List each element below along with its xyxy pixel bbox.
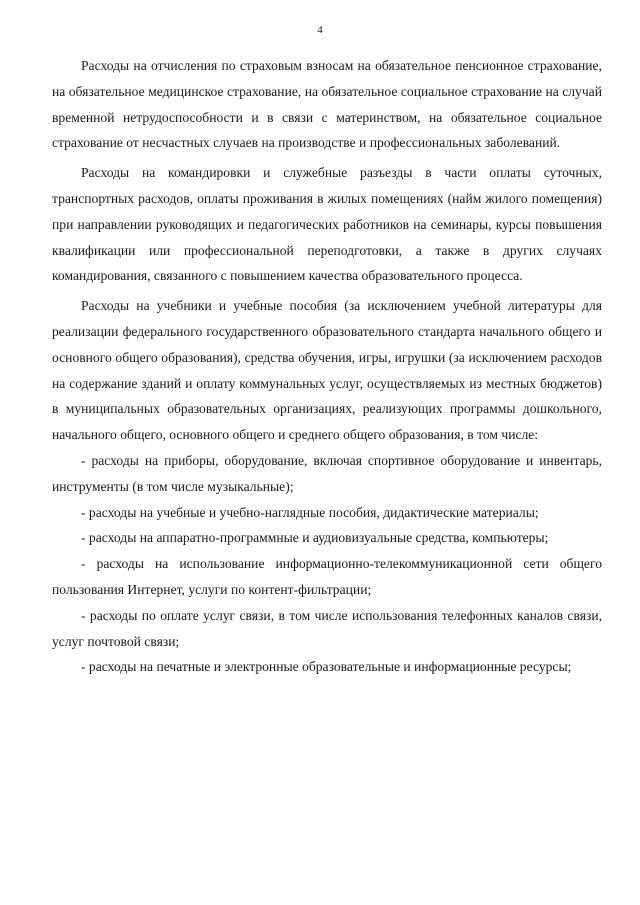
- list-item-internet: - расходы на использование информационно-телекоммуникационной сети общего пользования Интернет, услуги по контент-фильтрации;: [52, 556, 602, 597]
- list-item-teaching-aids: - расходы на учебные и учебно-наглядные пособия, дидактические материалы;: [81, 504, 539, 520]
- document-body: [52, 53, 602, 680]
- paragraph-insurance-expenses: Расходы на отчисления по страховым взносам на обязательное пенсионное страхование, на обязательное медицинское страхование, на обязательное социальное страхование на случай временной нетрудоспособности и в связи с материнством, на обязательное социальное страхование от несчастных случаев на производстве и профессиональных заболеваний.: [52, 58, 602, 151]
- page-number: 4: [317, 24, 323, 36]
- list-item-resources: - расходы на печатные и электронные образовательные и информационные ресурсы;: [81, 659, 572, 675]
- list-item-hardware-software: - расходы на аппаратно-программные и аудиовизуальные средства, компьютеры;: [81, 530, 549, 546]
- list-item-equipment: - расходы на приборы, оборудование, включая спортивное оборудование и инвентарь, инструменты (в том числе музыкальные);: [52, 452, 602, 494]
- paragraph-textbooks: Расходы на учебники и учебные пособия (за исключением учебной литературы для реализации федерального государственного образовательного стандарта начального общего и основного общего образования), средства обучения, игры, игрушки (за исключением расходов на содержание зданий и оплату коммунальных услуг, осуществляемых из местных бюджетов) в муниципальных образовательных организациях, реализующих программы дошкольного, начального общего, основного общего и среднего общего образования, в том числе:: [52, 298, 602, 443]
- list-item-communication: - расходы по оплате услуг связи, в том числе использования телефонных каналов связи, услуг почтовой связи;: [52, 607, 602, 649]
- paragraph-business-trips: Расходы на командировки и служебные разъезды в части оплаты суточных, транспортных расходов, оплаты проживания в жилых помещениях (найм жилого помещения) при направлении руководящих и педагогических работников на семинары, курсы повышения квалификации или профессиональной переподготовки, а также в других случаях командирования, связанного с повышением качества образовательного процесса.: [52, 165, 602, 284]
